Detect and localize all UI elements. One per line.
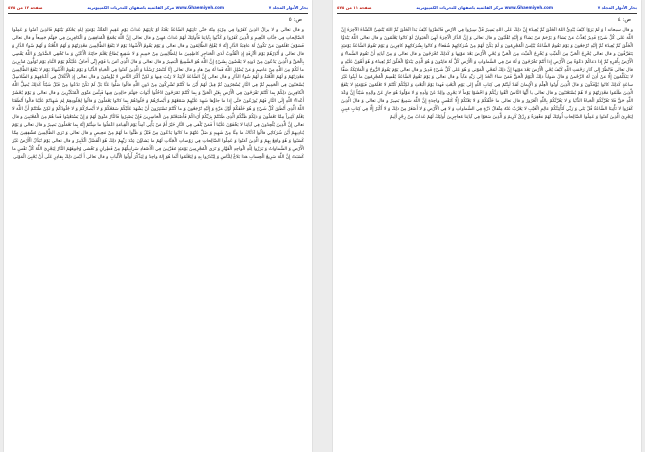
page-number: ص: ٥ bbox=[288, 17, 302, 23]
header-page-counter: صفحة ١١ من ٥٧٥ bbox=[337, 5, 372, 10]
body-text bbox=[341, 27, 633, 444]
header-divider bbox=[8, 13, 308, 14]
header-book-title: بحار الأنوار المجلد ٧ bbox=[268, 5, 308, 10]
header-divider bbox=[337, 13, 637, 14]
header-page-counter: صفحة ١٢ من ٥٧٥ bbox=[8, 5, 43, 10]
header-book-title: بحار الأنوار المجلد ٧ bbox=[597, 5, 637, 10]
header-site-name[interactable]: www.Ghaemiyeh.com مركز القائمية باصفهان للتحريات الكمپيوترية bbox=[87, 5, 224, 10]
document-page-left bbox=[4, 0, 312, 452]
running-header bbox=[337, 3, 637, 12]
body-paragraph: و قال سبحانه أَ وَ لَمْ يَرَوْا كَيْفَ يُبْدِئُ اللَّهُ الْخَلْقَ ثُمَّ يُعِيدُهُ إِنَّ ذلِكَ عَلَى اللَّهِ يَسِيرٌ قُلْ سِيرُوا فِي الْأَرْضِ فَانْظُرُوا كَيْفَ بَدَأَ الْخَلْقَ ثُمَّ اللَّهُ يُنْشِئُ النَّشْأَةَ الْآخِرَةَ إِنَّ اللَّهَ عَلى كُلِّ شَيْءٍ قَدِيرٌ يُعَذِّبُ مَنْ يَشاءُ وَ يَرْحَمُ مَنْ يَشاءُ وَ إِلَيْهِ تُقْلَبُونَ و قال تعالى وَ إِنَّ الدَّارَ الْآخِرَةَ لَهِيَ الْحَيَوانُ لَوْ كانُوا يَعْلَمُونَ و قال تعالى اللَّهُ يَبْدَؤُا الْخَلْقَ ثُمَّ يُعِيدُهُ ثُمَّ إِلَيْهِ تُرْجَعُونَ وَ يَوْمَ تَقُومُ السَّاعَةُ يُبْلِسُ الْمُجْرِمُونَ وَ لَمْ يَكُنْ لَهُمْ مِنْ شُرَكائِهِمْ شُفَعاءُ وَ كانُوا بِشُرَكائِهِمْ كافِرِينَ وَ يَوْمَ تَقُومُ السَّاعَةُ يَوْمَئِذٍ يَتَفَرَّقُونَ و قال تعالى يُخْرِجُ الْحَيَّ مِنَ الْمَيِّتِ وَ يُخْرِجُ الْمَيِّتَ مِنَ الْحَيِّ وَ يُحْيِ الْأَرْضَ بَعْدَ مَوْتِها وَ كَذلِكَ تُخْرَجُونَ و قال تعالى وَ مِنْ آياتِهِ أَنْ تَقُومَ السَّماءُ وَ الْأَرْضُ بِأَمْرِهِ ثُمَّ إِذا دَعاكُمْ دَعْوَةً مِنَ الْأَرْضِ إِذا أَنْتُمْ تَخْرُجُونَ وَ لَهُ مَنْ فِي السَّماواتِ وَ الْأَرْضِ كُلٌّ لَهُ قانِتُونَ وَ هُوَ الَّذِي يَبْدَؤُا الْخَلْقَ ثُمَّ يُعِيدُهُ وَ هُوَ أَهْوَنُ عَلَيْهِ و قال تعالى فَانْظُرْ إِلى آثارِ رَحْمَتِ اللَّهِ كَيْفَ يُحْيِ الْأَرْضَ بَعْدَ مَوْتِها إِنَّ ذلِكَ لَمُحْيِ الْمَوْتى وَ هُوَ عَلى كُلِّ شَيْءٍ قَدِيرٌ و قال تعالى يَوْمَ يَقُومُ الرُّوحُ وَ الْمَلائِكَةُ صَفًّا لا يَتَكَلَّمُونَ إِلَّا مَنْ أَذِنَ لَهُ الرَّحْمنُ وَ قالَ صَواباً ذلِكَ الْيَوْمُ الْحَقُّ فَمَنْ شاءَ اتَّخَذَ إِلى رَبِّهِ مَآباً و قال تعالى وَ يَوْمَ تَقُومُ السَّاعَةُ يُقْسِمُ الْمُجْرِمُونَ ما لَبِثُوا غَيْرَ ساعَةٍ كَذلِكَ كانُوا يُؤْفَكُونَ وَ قالَ الَّذِينَ أُوتُوا الْعِلْمَ وَ الْإِيمانَ لَقَدْ لَبِثْتُمْ فِي كِتابِ اللَّهِ إِلى يَوْمِ الْبَعْثِ فَهذا يَوْمُ الْبَعْثِ وَ لكِنَّكُمْ كُنْتُمْ لا تَعْلَمُونَ فَيَوْمَئِذٍ لا يَنْفَعُ الَّذِينَ ظَلَمُوا مَعْذِرَتُهُمْ وَ لا هُمْ يُسْتَعْتَبُونَ و قال تعالى يا أَيُّهَا النَّاسُ اتَّقُوا رَبَّكُمْ وَ اخْشَوْا يَوْماً لا يَجْزِي والِدٌ عَنْ وَلَدِهِ وَ لا مَوْلُودٌ هُوَ جازٍ عَنْ والِدِهِ شَيْئاً إِنَّ وَعْدَ اللَّهِ حَقٌّ فَلا تَغُرَّنَّكُمُ الْحَياةُ الدُّنْيا وَ لا يَغُرَّنَّكُمْ بِاللَّهِ الْغَرُورُ و قال تعالى ما خَلْقُكُمْ وَ لا بَعْثُكُمْ إِلَّا كَنَفْسٍ واحِدَةٍ إِنَّ اللَّهَ سَمِيعٌ بَصِيرٌ و قال تعالى وَ قالَ الَّذِينَ كَفَرُوا لا تَأْتِينَا السَّاعَةُ قُلْ بَلى وَ رَبِّي لَتَأْتِيَنَّكُمْ عالِمِ الْغَيْبِ لا يَعْزُبُ عَنْهُ مِثْقالُ ذَرَّةٍ فِي السَّماواتِ وَ لا فِي الْأَرْضِ وَ لا أَصْغَرُ مِنْ ذلِكَ وَ لا أَكْبَرُ إِلَّا فِي كِتابٍ مُبِينٍ لِيَجْزِيَ الَّذِينَ آمَنُوا وَ عَمِلُوا الصَّالِحاتِ أُولئِكَ لَهُمْ مَغْفِرَةٌ وَ رِزْقٌ كَرِيمٌ وَ الَّذِينَ سَعَوْا فِي آياتِنا مُعاجِزِينَ أُولئِكَ لَهُمْ عَذابٌ مِنْ رِجْزٍ أَلِيمٌ bbox=[341, 28, 633, 120]
running-header bbox=[8, 3, 308, 12]
body-text bbox=[12, 27, 304, 444]
body-paragraph: و قال تعالى و لا يزالُ الَّذِينَ كَفَرُوا فِي مِرْيَةٍ مِنْهُ حَتَّى تَأْتِيَهُمُ السَّاعَةُ بَغْتَةً أَوْ يَأْتِيَهُمْ عَذابُ يَوْمٍ عَقِيمٍ الْمُلْكُ يَوْمَئِذٍ لِلَّهِ يَحْكُمُ بَيْنَهُمْ فَالَّذِينَ آمَنُوا وَ عَمِلُوا الصَّالِحاتِ فِي جَنَّاتِ النَّعِيمِ وَ الَّذِينَ كَفَرُوا وَ كَذَّبُوا بِآياتِنا فَأُولئِكَ لَهُمْ عَذابٌ مُهِينٌ و قال تعالى إِنَّ اللَّهَ يَجْمَعُ الْمُنافِقِينَ وَ الْكافِرِينَ فِي جَهَنَّمَ جَمِيعاً و قال تعالى فَسَوْفَ تَعْلَمُونَ مَنْ تَكُونُ لَهُ عاقِبَةُ الدَّارِ إِنَّهُ لا يُفْلِحُ الظَّالِمُونَ و قال تعالى وَ يَوْمَ يَقُومُ الْأَشْهادُ يَوْمَ لا يَنْفَعُ الظَّالِمِينَ مَعْذِرَتُهُمْ وَ لَهُمُ اللَّعْنَةُ وَ لَهُمْ سُوءُ الدَّارِ وَ قال تعالى وَ أَنْذِرْهُمْ يَوْمَ الْآزِفَةِ إِذِ الْقُلُوبُ لَدَى الْحَناجِرِ كاظِمِينَ ما لِلظَّالِمِينَ مِنْ حَمِيمٍ وَ لا شَفِيعٍ يُطاعُ يَعْلَمُ خائِنَةَ الْأَعْيُنِ وَ ما تُخْفِي الصُّدُورُ وَ اللَّهُ يَقْضِي بِالْحَقِّ وَ الَّذِينَ يَدْعُونَ مِنْ دُونِهِ لا يَقْضُونَ بِشَيْءٍ إِنَّ اللَّهَ هُوَ السَّمِيعُ الْبَصِيرُ و قال تعالى وَ قالَ الَّذِي آمَنَ يا قَوْمِ إِنِّي أَخافُ عَلَيْكُمْ يَوْمَ التَّنادِ يَوْمَ تُوَلُّونَ مُدْبِرِينَ ما لَكُمْ مِنَ اللَّهِ مِنْ عاصِمٍ وَ مَنْ يُضْلِلِ اللَّهُ فَما لَهُ مِنْ هادٍ و قال تعالى إِنَّا لَنَنْصُرُ رُسُلَنا وَ الَّذِينَ آمَنُوا فِي الْحَياةِ الدُّنْيا وَ يَوْمَ يَقُومُ الْأَشْهادُ يَوْمَ لا يَنْفَعُ الظَّالِمِينَ مَعْذِرَتُهُمْ وَ لَهُمُ اللَّعْنَةُ وَ لَهُمْ سُوءُ الدَّارِ و قال تعالى إِنَّ السَّاعَةَ لَآتِيَةٌ لا رَيْبَ فِيها وَ لكِنَّ أَكْثَرَ النَّاسِ لا يُؤْمِنُونَ و قال تعالى إِذِ الْأَغْلالُ فِي أَعْناقِهِمْ وَ السَّلاسِلُ يُسْحَبُونَ فِي الْحَمِيمِ ثُمَّ فِي النَّارِ يُسْجَرُونَ ثُمَّ قِيلَ لَهُمْ أَيْنَ ما كُنْتُمْ تُشْرِكُونَ مِنْ دُونِ اللَّهِ قالُوا ضَلُّوا عَنَّا بَلْ لَمْ نَكُنْ نَدْعُوا مِنْ قَبْلُ شَيْئاً كَذلِكَ يُضِلُّ اللَّهُ الْكافِرِينَ ذلِكُمْ بِما كُنْتُمْ تَفْرَحُونَ فِي الْأَرْضِ بِغَيْرِ الْحَقِّ وَ بِما كُنْتُمْ تَمْرَحُونَ ادْخُلُوا أَبْوابَ جَهَنَّمَ خالِدِينَ فِيها فَبِئْسَ مَثْوَى الْمُتَكَبِّرِينَ و قال تعالى وَ يَوْمَ يُحْشَرُ أَعْداءُ اللَّهِ إِلَى النَّارِ فَهُمْ يُوزَعُونَ حَتَّى إِذا ما جاؤُها شَهِدَ عَلَيْهِمْ سَمْعُهُمْ وَ أَبْصارُهُمْ وَ جُلُودُهُمْ بِما كانُوا يَعْمَلُونَ وَ قالُوا لِجُلُودِهِمْ لِمَ شَهِدْتُمْ عَلَيْنا قالُوا أَنْطَقَنَا اللَّهُ الَّذِي أَنْطَقَ كُلَّ شَيْءٍ وَ هُوَ خَلَقَكُمْ أَوَّلَ مَرَّةٍ وَ إِلَيْهِ تُرْجَعُونَ وَ ما كُنْتُمْ تَسْتَتِرُونَ أَنْ يَشْهَدَ عَلَيْكُمْ سَمْعُكُمْ وَ لا أَبْصارُكُمْ وَ لا جُلُودُكُمْ وَ لكِنْ ظَنَنْتُمْ أَنَّ اللَّهَ لا يَعْلَمُ كَثِيراً مِمَّا تَعْمَلُونَ وَ ذلِكُمْ ظَنُّكُمُ الَّذِي ظَنَنْتُمْ بِرَبِّكُمْ أَرْداكُمْ فَأَصْبَحْتُمْ مِنَ الْخاسِرِينَ فَإِنْ يَصْبِرُوا فَالنَّارُ مَثْوىً لَهُمْ وَ إِنْ يَسْتَعْتِبُوا فَما هُمْ مِنَ الْمُعْتَبِينَ و قال تعالى إِنَّ الَّذِينَ يُلْحِدُونَ فِي آياتِنا لا يَخْفَوْنَ عَلَيْنا أَ فَمَنْ يُلْقى فِي النَّارِ خَيْرٌ أَمْ مَنْ يَأْتِي آمِناً يَوْمَ الْقِيامَةِ اعْمَلُوا ما شِئْتُمْ إِنَّهُ بِما تَعْمَلُونَ بَصِيرٌ و قال تعالى وَ يَوْمَ يُنادِيهِمْ أَيْنَ شُرَكائِي قالُوا آذَنَّاكَ ما مِنَّا مِنْ شَهِيدٍ وَ ضَلَّ عَنْهُمْ ما كانُوا يَدْعُونَ مِنْ قَبْلُ وَ ظَنُّوا ما لَهُمْ مِنْ مَحِيصٍ و قال تعالى وَ تَرَى الظَّالِمِينَ مُشْفِقِينَ مِمَّا كَسَبُوا وَ هُوَ واقِعٌ بِهِمْ وَ الَّذِينَ آمَنُوا وَ عَمِلُوا الصَّالِحاتِ فِي رَوْضاتِ الْجَنَّاتِ لَهُمْ ما يَشاؤُنَ عِنْدَ رَبِّهِمْ ذلِكَ هُوَ الْفَضْلُ الْكَبِيرُ و قال تعالى يَوْمَ تُبَدَّلُ الْأَرْضُ غَيْرَ الْأَرْضِ وَ السَّماواتُ وَ بَرَزُوا لِلَّهِ الْواحِدِ الْقَهَّارِ وَ تَرَى الْمُجْرِمِينَ يَوْمَئِذٍ مُقَرَّنِينَ فِي الْأَصْفادِ سَرابِيلُهُمْ مِنْ قَطِرانٍ وَ تَغْشى وُجُوهَهُمُ النَّارُ لِيَجْزِيَ اللَّهُ كُلَّ نَفْسٍ ما كَسَبَتْ إِنَّ اللَّهَ سَرِيعُ الْحِسابِ هذا بَلاغٌ لِلنَّاسِ وَ لِيُنْذَرُوا بِهِ وَ لِيَعْلَمُوا أَنَّما هُوَ إِلهٌ واحِدٌ وَ لِيَذَّكَّرَ أُولُوا الْأَلْبابِ و قال تعالى أَ لَيْسَ ذلِكَ بِقادِرٍ عَلَى أَنْ يُحْيِيَ الْمَوْتى bbox=[12, 28, 304, 160]
document-page-right bbox=[333, 0, 641, 452]
header-site-name[interactable]: www.Ghaemiyeh.com مركز القائمية باصفهان للتحريات الكمپيوترية bbox=[416, 5, 553, 10]
page-number: ص: ٤ bbox=[617, 17, 631, 23]
